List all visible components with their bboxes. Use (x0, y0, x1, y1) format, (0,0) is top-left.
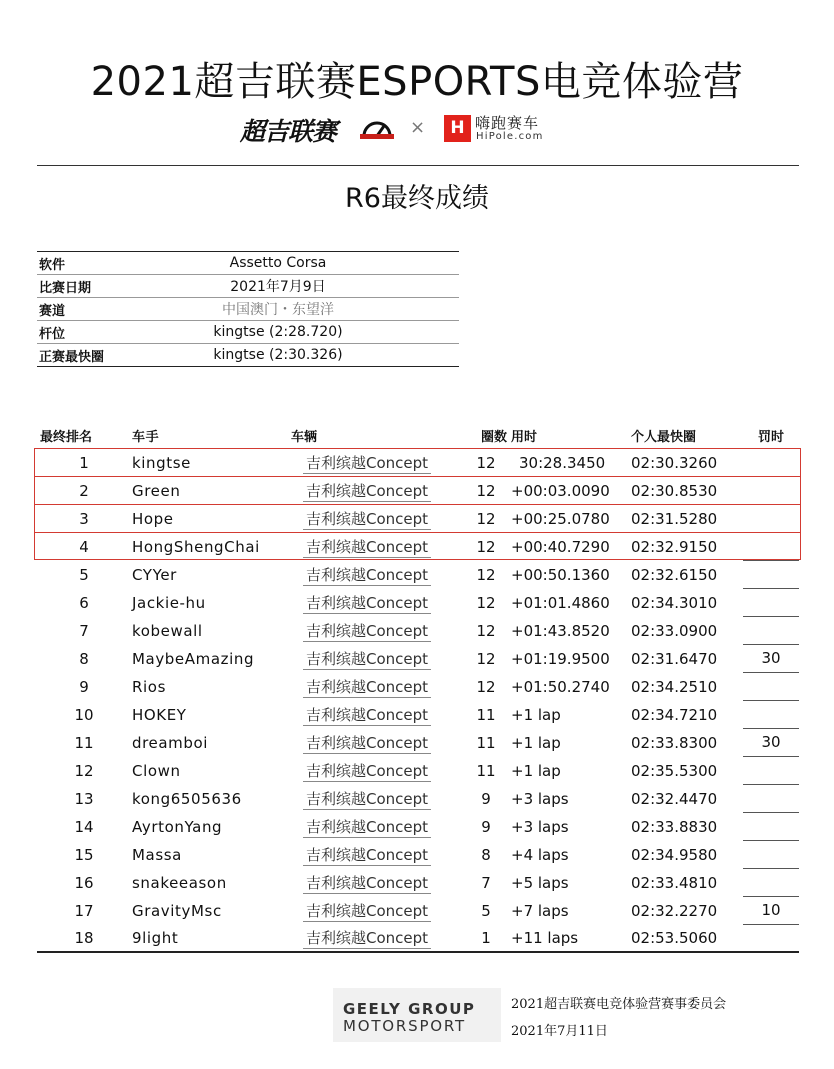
car-name: 吉利缤越Concept (303, 481, 431, 502)
best-lap-cell: 02:53.5060 (631, 929, 718, 947)
pos-cell: 11 (74, 734, 94, 752)
best-lap-cell: 02:33.0900 (631, 622, 718, 640)
laps-cell: 12 (476, 454, 496, 472)
penalty-cell (743, 561, 799, 589)
info-label: 正赛最快圈 (39, 349, 105, 365)
car-cell (291, 621, 461, 642)
organizer-name: 2021超吉联赛电竞体验营赛事委员会 (511, 997, 727, 1012)
pos-cell: 5 (79, 566, 89, 584)
penalty-cell (743, 869, 799, 897)
driver-cell: MaybeAmazing (132, 650, 255, 668)
car-name: 吉利缤越Concept (303, 677, 431, 698)
time-cell: +1 lap (511, 762, 561, 780)
table-row (37, 533, 799, 561)
car-cell (291, 537, 461, 558)
time-cell: +7 laps (511, 902, 569, 920)
time-cell: 30:28.3450 (519, 454, 606, 472)
header-divider (37, 165, 799, 166)
laps-cell: 12 (476, 678, 496, 696)
driver-cell: Green (132, 482, 181, 500)
driver-cell: Jackie-hu (132, 594, 206, 612)
penalty-cell (743, 673, 799, 701)
car-name: 吉利缤越Concept (303, 901, 431, 922)
car-cell (291, 481, 461, 502)
table-row (37, 841, 799, 869)
laps-cell: 12 (476, 482, 496, 500)
info-value: kingtse (2:28.720) (213, 324, 343, 340)
car-name: 吉利缤越Concept (303, 817, 431, 838)
table-row (37, 505, 799, 533)
logo-line-1: GEELY GROUP (343, 1000, 476, 1018)
pos-cell: 1 (79, 454, 89, 472)
driver-cell: 9light (132, 929, 179, 947)
best-lap-cell: 02:33.4810 (631, 874, 718, 892)
penalty-cell (743, 449, 799, 477)
best-lap-cell: 02:34.2510 (631, 678, 718, 696)
car-cell (291, 509, 461, 530)
driver-cell: Rios (132, 678, 166, 696)
driver-cell: HOKEY (132, 706, 187, 724)
car-cell (291, 593, 461, 614)
header-best-lap: 个人最快圈 (631, 429, 697, 445)
table-row (37, 617, 799, 645)
driver-cell: kong6505636 (132, 790, 242, 808)
table-row (37, 673, 799, 701)
driver-cell: Massa (132, 846, 182, 864)
laps-cell: 12 (476, 650, 496, 668)
time-cell: +4 laps (511, 846, 569, 864)
car-cell (291, 705, 461, 726)
info-value: Assetto Corsa (229, 255, 327, 271)
car-name: 吉利缤越Concept (303, 649, 431, 670)
time-cell: +01:19.9500 (511, 650, 610, 668)
table-row (37, 757, 799, 785)
table-row (37, 561, 799, 589)
best-lap-cell: 02:32.9150 (631, 538, 718, 556)
time-cell: +1 lap (511, 734, 561, 752)
pos-cell: 9 (79, 678, 89, 696)
results-table (37, 422, 799, 953)
best-lap-cell: 02:32.2270 (631, 902, 718, 920)
time-cell: +5 laps (511, 874, 569, 892)
car-cell (291, 789, 461, 810)
penalty-cell (743, 477, 799, 505)
pos-cell: 8 (79, 650, 89, 668)
car-name: 吉利缤越Concept (303, 705, 431, 726)
best-lap-cell: 02:30.8530 (631, 482, 718, 500)
best-lap-cell: 02:31.5280 (631, 510, 718, 528)
driver-cell: HongShengChai (132, 538, 260, 556)
table-row (37, 925, 799, 953)
best-lap-cell: 02:34.9580 (631, 846, 718, 864)
info-row-software (37, 252, 459, 275)
car-name: 吉利缤越Concept (303, 733, 431, 754)
penalty-cell: 10 (743, 897, 799, 925)
laps-cell: 11 (476, 734, 496, 752)
car-name: 吉利缤越Concept (303, 789, 431, 810)
sponsor-logos (0, 106, 834, 146)
pos-cell: 2 (79, 482, 89, 500)
laps-cell: 9 (481, 790, 491, 808)
header-time: 用时 (511, 429, 538, 445)
car-cell (291, 761, 461, 782)
pos-cell: 4 (79, 538, 89, 556)
laps-cell: 11 (476, 762, 496, 780)
hipole-logo-mark: H (444, 115, 471, 142)
table-row (37, 701, 799, 729)
car-name: 吉利缤越Concept (303, 593, 431, 614)
car-name: 吉利缤越Concept (303, 565, 431, 586)
penalty-cell (743, 924, 799, 952)
pos-cell: 3 (79, 510, 89, 528)
speedometer-icon (360, 114, 394, 140)
penalty-cell (743, 505, 799, 533)
issue-date: 2021年7月11日 (511, 1024, 608, 1039)
car-name: 吉利缤越Concept (303, 509, 431, 530)
car-cell (291, 928, 461, 949)
info-label: 软件 (39, 257, 66, 273)
pos-cell: 10 (74, 706, 94, 724)
table-row (37, 449, 799, 477)
best-lap-cell: 02:34.7210 (631, 706, 718, 724)
car-cell (291, 817, 461, 838)
driver-cell: snakeeason (132, 874, 227, 892)
pos-cell: 17 (74, 902, 94, 920)
laps-cell: 1 (481, 929, 491, 947)
results-body (37, 449, 799, 953)
driver-cell: GravityMsc (132, 902, 222, 920)
best-lap-cell: 02:32.6150 (631, 566, 718, 584)
hipole-logo-cn: 嗨跑赛车 (475, 114, 540, 132)
best-lap-cell: 02:35.5300 (631, 762, 718, 780)
laps-cell: 7 (481, 874, 491, 892)
race-info-table (37, 251, 459, 367)
info-value: 2021年7月9日 (230, 279, 326, 295)
info-row-date (37, 275, 459, 298)
header-laps: 圈数 (480, 429, 507, 445)
car-name: 吉利缤越Concept (303, 453, 431, 474)
car-cell (291, 677, 461, 698)
table-row (37, 645, 799, 673)
info-value: kingtse (2:30.326) (213, 347, 343, 363)
pos-cell: 18 (74, 929, 94, 947)
time-cell: +00:50.1360 (511, 566, 610, 584)
car-name: 吉利缤越Concept (303, 621, 431, 642)
driver-cell: dreamboi (132, 734, 209, 752)
info-label: 杆位 (39, 326, 66, 342)
time-cell: +00:03.0090 (511, 482, 610, 500)
penalty-cell (743, 533, 799, 561)
best-lap-cell: 02:34.3010 (631, 594, 718, 612)
geely-super-cup-logo: 超吉联赛 (240, 117, 337, 146)
best-lap-cell: 02:33.8830 (631, 818, 718, 836)
logo-line-2: MOTORSPORT (343, 1017, 467, 1035)
table-row (37, 813, 799, 841)
laps-cell: 9 (481, 818, 491, 836)
pos-cell: 13 (74, 790, 94, 808)
penalty-cell (743, 757, 799, 785)
laps-cell: 8 (481, 846, 491, 864)
info-row-track (37, 298, 459, 321)
page-title: 2021超吉联赛ESPORTS电竞体验营 (90, 59, 744, 105)
header-penalty: 罚时 (757, 429, 784, 445)
pos-cell: 7 (79, 622, 89, 640)
car-cell (291, 649, 461, 670)
header-pos: 最终排名 (40, 429, 93, 445)
info-value: 中国澳门・东望洋 (222, 302, 334, 318)
time-cell: +1 lap (511, 706, 561, 724)
car-cell (291, 565, 461, 586)
penalty-cell (743, 813, 799, 841)
driver-cell: CYYer (132, 566, 177, 584)
best-lap-cell: 02:33.8300 (631, 734, 718, 752)
laps-cell: 11 (476, 706, 496, 724)
penalty-cell (743, 701, 799, 729)
laps-cell: 12 (476, 538, 496, 556)
info-row-fastest-lap (37, 344, 459, 367)
best-lap-cell: 02:30.3260 (631, 454, 718, 472)
pos-cell: 16 (74, 874, 94, 892)
pos-cell: 12 (74, 762, 94, 780)
time-cell: +01:43.8520 (511, 622, 610, 640)
table-row (37, 589, 799, 617)
laps-cell: 5 (481, 902, 491, 920)
time-cell: +3 laps (511, 818, 569, 836)
penalty-cell: 30 (743, 729, 799, 757)
pos-cell: 15 (74, 846, 94, 864)
time-cell: +00:25.0780 (511, 510, 610, 528)
info-label: 赛道 (39, 303, 66, 319)
time-cell: +3 laps (511, 790, 569, 808)
table-row (37, 729, 799, 757)
penalty-cell (743, 785, 799, 813)
penalty-cell: 30 (743, 645, 799, 673)
pos-cell: 14 (74, 818, 94, 836)
car-name: 吉利缤越Concept (303, 761, 431, 782)
car-cell (291, 845, 461, 866)
laps-cell: 12 (476, 594, 496, 612)
driver-cell: kingtse (132, 454, 192, 472)
laps-cell: 12 (476, 510, 496, 528)
geely-motorsport-logo (333, 988, 501, 1042)
driver-cell: Clown (132, 762, 181, 780)
header-driver: 车手 (132, 429, 160, 445)
time-cell: +01:50.2740 (511, 678, 610, 696)
car-name: 吉利缤越Concept (303, 873, 431, 894)
table-row (37, 785, 799, 813)
table-row (37, 897, 799, 925)
driver-cell: kobewall (132, 622, 203, 640)
time-cell: +00:40.7290 (511, 538, 610, 556)
car-cell (291, 733, 461, 754)
results-subtitle: R6最终成绩 (345, 183, 489, 214)
penalty-cell (743, 589, 799, 617)
laps-cell: 12 (476, 566, 496, 584)
info-row-pole (37, 321, 459, 344)
car-cell (291, 873, 461, 894)
table-row (37, 477, 799, 505)
car-cell (291, 453, 461, 474)
penalty-cell (743, 617, 799, 645)
car-name: 吉利缤越Concept (303, 845, 431, 866)
laps-cell: 12 (476, 622, 496, 640)
hipole-logo-en: HiPole.com (476, 131, 544, 142)
driver-cell: Hope (132, 510, 174, 528)
best-lap-cell: 02:31.6470 (631, 650, 718, 668)
time-cell: +11 laps (511, 929, 579, 947)
header-car: 车辆 (291, 429, 318, 445)
penalty-cell (743, 841, 799, 869)
best-lap-cell: 02:32.4470 (631, 790, 718, 808)
info-label: 比赛日期 (39, 280, 92, 296)
table-row (37, 869, 799, 897)
car-cell (291, 901, 461, 922)
logo-separator: × (410, 117, 426, 138)
driver-cell: AyrtonYang (132, 818, 223, 836)
car-name: 吉利缤越Concept (303, 928, 431, 949)
results-header (37, 422, 799, 449)
pos-cell: 6 (79, 594, 89, 612)
car-name: 吉利缤越Concept (303, 537, 431, 558)
time-cell: +01:01.4860 (511, 594, 610, 612)
